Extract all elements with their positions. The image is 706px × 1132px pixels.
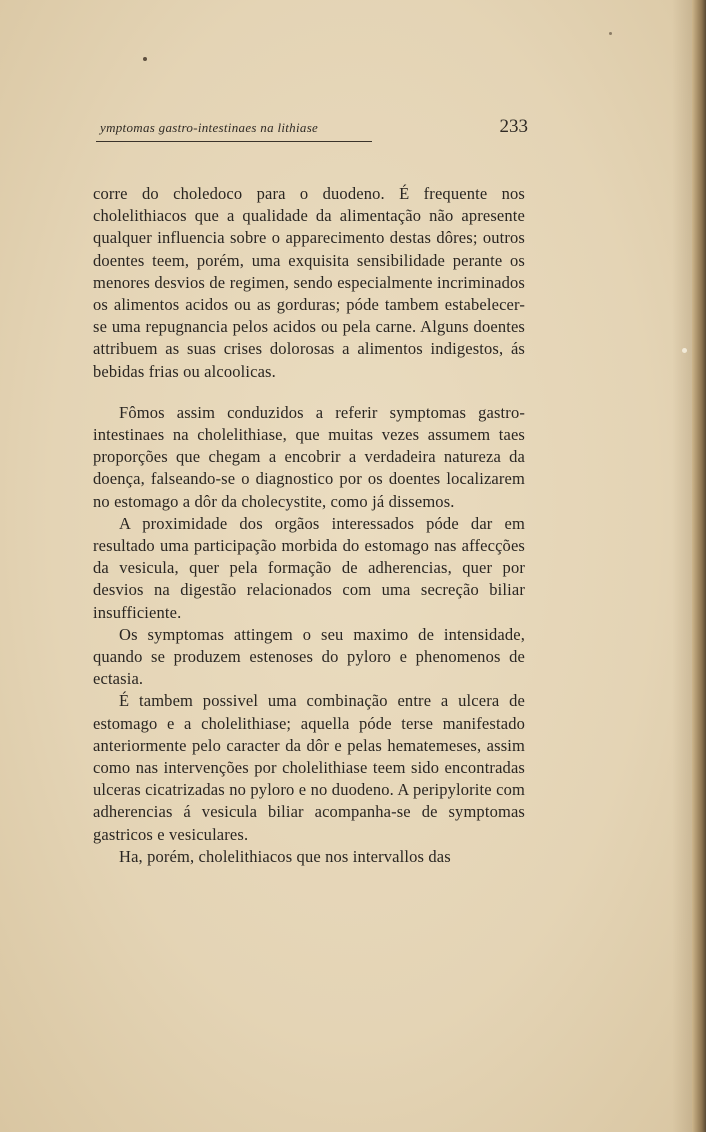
ink-speck [609,32,612,35]
page-edge-shadow [672,0,692,1132]
paragraph: É tambem possivel uma combinação entre a ulcera de estomago e a cholelithiase; aquella póde terse manifestado anteriormente pelo caracter da dôr e pelas hematemeses, assim como nas intervenções por cholelithiase teem sido encontradas ulceras cicatrizadas no pyloro e no duodeno. A peripylorite com adherencias á vesicula biliar acompanha-se de symptomas gastricos e vesiculares. [93,691,525,844]
running-head: ymptomas gastro-intestinaes na lithiase [100,120,319,135]
paper-spot [682,348,687,353]
paragraph: A proximidade dos orgãos interessados póde dar em resultado uma participação morbida do estomago nas affecções da vesicula, quer pela formação de adherencias, quer por desvios na digestão relacionados com uma secreção biliar insufficiente. [93,513,525,622]
paragraph: Fômos assim conduzidos a referir symptomas gastro-intestinaes na cholelithiase, que muitas vezes assumem taes proporções que chegam a encobrir a verdadeira natureza da doença, falseando-se o diagnostico por os doentes localizarem no estomago a dôr da cholecystite, como já dissemos. [93,402,525,511]
header-rule [96,141,372,142]
paragraph: Os symptomas attingem o seu maximo de intensidade, quando se produzem estenoses do pyloro e phenomenos de ectasia. [93,624,525,689]
page-edge [692,0,706,1132]
paragraph: Ha, porém, cholelithiacos que nos intervallos das [119,846,451,866]
page-header [96,118,528,144]
body-text [93,183,525,868]
page-number: 233 [499,116,528,137]
paragraph: corre do choledoco para o duodeno. É frequente nos cholelithiacos que a qualidade da alimentação não apresente qualquer influencia sobre o apparecimento destas dôres; outros doentes teem, porém, uma exquisita sensibilidade perante os menores desvios de regimen, sendo especialmente incriminados os alimentos acidos ou as gorduras; póde tambem estabelecer-se uma repugnancia pelos acidos ou pela carne. Alguns doentes attribuem as suas crises dolorosas a alimentos indigestos, ás bebidas frias ou alcoolicas. [93,184,525,381]
ink-speck [143,57,147,61]
